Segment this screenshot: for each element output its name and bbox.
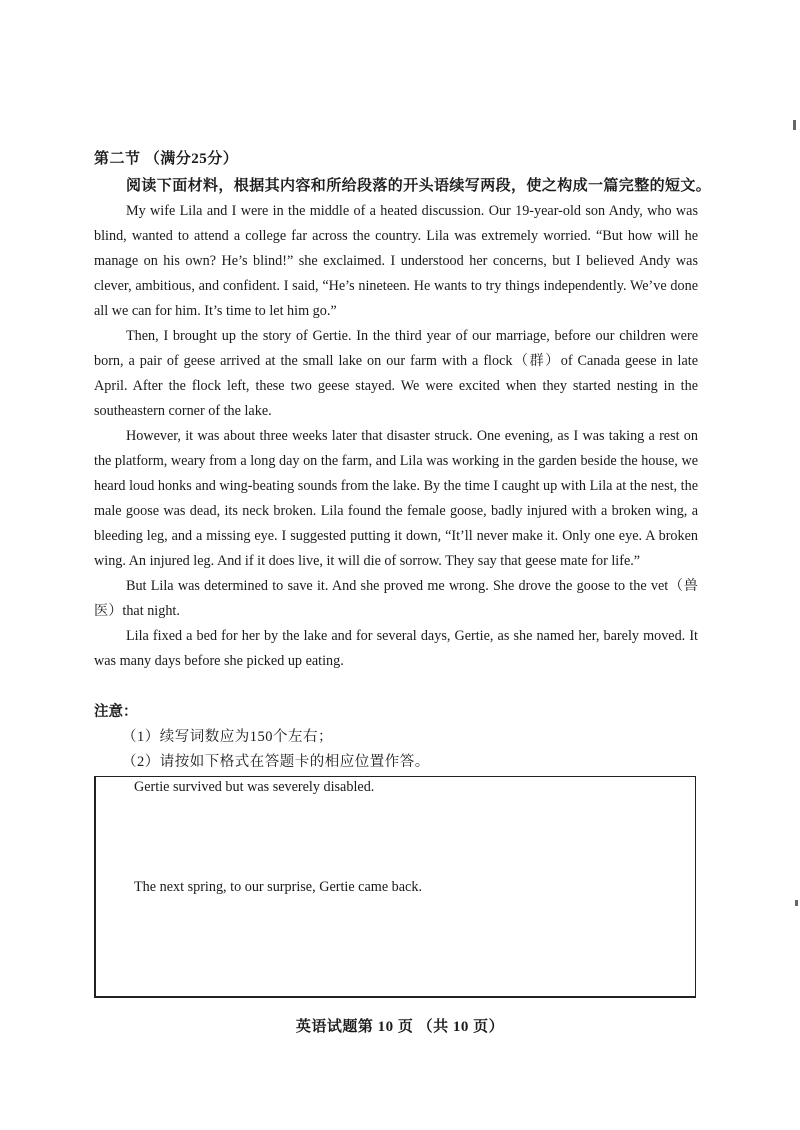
scan-edge-mark xyxy=(793,120,796,130)
continuation-start-1: Gertie survived but was severely disabled. xyxy=(134,779,375,795)
note-item-1: （1）续写词数应为150个左右； xyxy=(122,729,333,745)
passage-paragraph-4: But Lila was determined to save it. And she proved me wrong. She drove the goose to the vet（兽医）that night. xyxy=(94,578,698,619)
scan-edge-mark xyxy=(795,900,798,906)
section-title: 第二节 （满分25分） xyxy=(94,151,239,167)
notes-heading: 注意： xyxy=(94,704,138,720)
reading-passage xyxy=(94,199,698,674)
note-item-2: （2）请按如下格式在答题卡的相应位置作答。 xyxy=(122,754,430,770)
passage-paragraph-5: Lila fixed a bed for her by the lake and for several days, Gertie, as she named her, barely moved. It was many days before she picked up eating. xyxy=(94,628,698,669)
passage-paragraph-1: My wife Lila and I were in the middle of a heated discussion. Our 19-year-old son Andy, who was blind, wanted to attend a college far across the country. Lila was extremely worried. “But how will he manage on his own? He’s blind!” she exclaimed. I understood her concerns, but I believed Andy was clever, ambitious, and confident. I said, “He’s nineteen. He wants to try things independently. We’ve done all we can for him. It’s time to let him go.” xyxy=(94,203,698,319)
answer-box[interactable] xyxy=(94,776,696,998)
passage-paragraph-2: Then, I brought up the story of Gertie. In the third year of our marriage, before our children were born, a pair of geese arrived at the small lake on our farm with a flock（群）of Canada geese in late April. After the flock left, these two geese stayed. We were excited when they started nesting in the southeastern corner of the lake. xyxy=(94,328,698,419)
page-footer: 英语试题第 10 页 （共 10 页） xyxy=(295,1019,505,1035)
continuation-start-2: The next spring, to our surprise, Gertie came back. xyxy=(134,879,422,895)
passage-paragraph-3: However, it was about three weeks later that disaster struck. One evening, as I was taking a rest on the platform, weary from a long day on the farm, and Lila was working in the garden beside the house, we heard loud honks and wing-beating sounds from the lake. By the time I caught up with Lila at the nest, the male goose was dead, its neck broken. Lila found the female goose, badly injured with a broken wing, a bleeding leg, and a missing eye. I suggested putting it down, “It’ll never make it. Only one eye. A broken wing. An injured leg. And if it does live, it will die of sorrow. They say that geese mate for life.” xyxy=(94,428,698,569)
task-instruction: 阅读下面材料，根据其内容和所给段落的开头语续写两段，使之构成一篇完整的短文。 xyxy=(126,178,712,194)
notes-section xyxy=(94,700,430,775)
